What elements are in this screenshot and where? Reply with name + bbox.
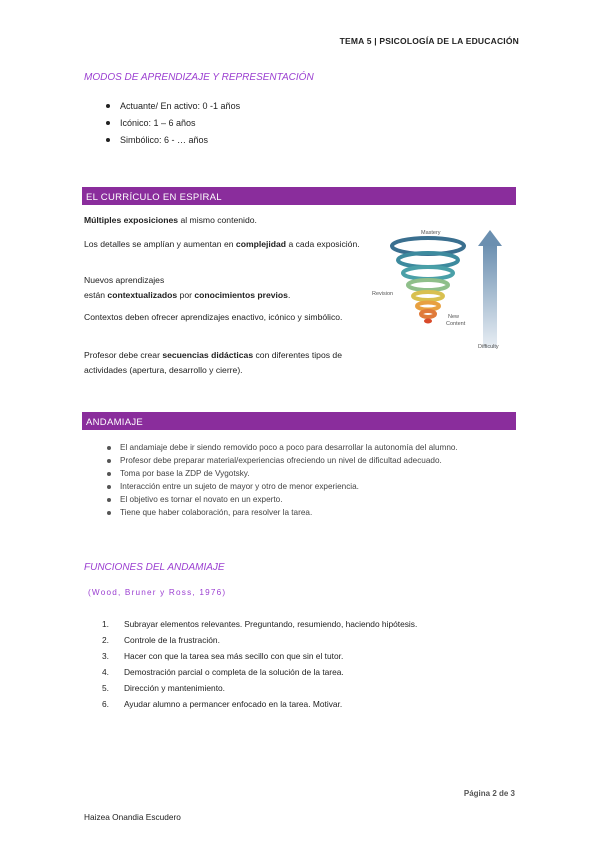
list-item: Interacción entre un sujeto de mayor y otro de menor experiencia. xyxy=(98,480,518,493)
list-item: 2. Controle de la frustración. xyxy=(102,635,220,645)
curriculo-p5: Profesor debe crear secuencias didácticas con diferentes tipos de actividades (apertura, desarrollo y cierre). xyxy=(84,350,342,375)
section-band-andamiaje xyxy=(82,412,516,430)
list-item: Tiene que haber colaboración, para resolver la tarea. xyxy=(98,506,518,519)
list-item: Actuante/ En activo: 0 -1 años xyxy=(106,98,240,115)
section-title-funciones: FUNCIONES DEL ANDAMIAJE xyxy=(84,562,225,573)
author-name: Haizea Onandia Escudero xyxy=(84,812,181,822)
funciones-list xyxy=(102,616,522,712)
list-item: 4. Demostración parcial o completa de la solución de la tarea. xyxy=(102,667,344,677)
list-item: 6. Ayudar alumno a permancer enfocado en la tarea. Motivar. xyxy=(102,699,343,709)
curriculo-p4: Contextos deben ofrecer aprendizajes enactivo, icónico y simbólico. xyxy=(84,312,343,322)
difficulty-arrowhead xyxy=(478,230,502,246)
difficulty-arrow xyxy=(483,244,497,348)
list-item: 1. Subrayar elementos relevantes. Preguntando, resumiendo, haciendo hipótesis. xyxy=(102,619,418,629)
curriculo-p1: Múltiples exposiciones al mismo contenido. xyxy=(84,215,257,225)
page-number: Página 2 de 3 xyxy=(463,789,515,798)
difficulty-label: Difficulty xyxy=(478,344,499,350)
new-content-label-2: Content xyxy=(446,321,466,327)
list-item: Toma por base la ZDP de Vygotsky. xyxy=(98,467,518,480)
revision-label: Revision xyxy=(372,291,394,297)
curriculo-p2: Los detalles se amplían y aumentan en complejidad a cada exposición. xyxy=(84,239,360,249)
section-band-curriculo xyxy=(82,187,516,205)
section-title-andamiaje: ANDAMIAJE xyxy=(86,417,144,428)
section-title-modos: MODOS DE APRENDIZAJE Y REPRESENTACIÓN xyxy=(84,72,314,83)
list-item: 5. Dirección y mantenimiento. xyxy=(102,683,226,693)
list-item: Profesor debe preparar material/experiencias ofreciendo un nivel de dificultad adecuado. xyxy=(98,454,518,467)
modos-list xyxy=(106,98,240,149)
mastery-label: Mastery xyxy=(421,230,441,236)
spiral-curriculum-figure xyxy=(366,222,516,357)
new-content-label-1: New xyxy=(448,314,460,320)
section-title-curriculo: EL CURRÍCULO EN ESPIRAL xyxy=(86,192,222,203)
list-item: Simbólico: 6 - … años xyxy=(106,132,240,149)
andamiaje-list xyxy=(98,441,518,519)
spiral-cone xyxy=(392,238,464,324)
list-item: El objetivo es tornar el novato en un experto. xyxy=(98,493,518,506)
list-item: 3. Hacer con que la tarea sea más secillo con que sin el tutor. xyxy=(102,651,344,661)
citation: (Wood, Bruner y Ross, 1976) xyxy=(88,588,227,597)
list-item: Icónico: 1 – 6 años xyxy=(106,115,240,132)
list-item: El andamiaje debe ir siendo removido poco a poco para desarrollar la autonomía del alumno. xyxy=(98,441,518,454)
page-header: TEMA 5 | PSICOLOGÍA DE LA EDUCACIÓN xyxy=(339,36,519,46)
curriculo-p3: Nuevos aprendizajes están contextualizados por conocimientos previos. xyxy=(84,275,291,300)
